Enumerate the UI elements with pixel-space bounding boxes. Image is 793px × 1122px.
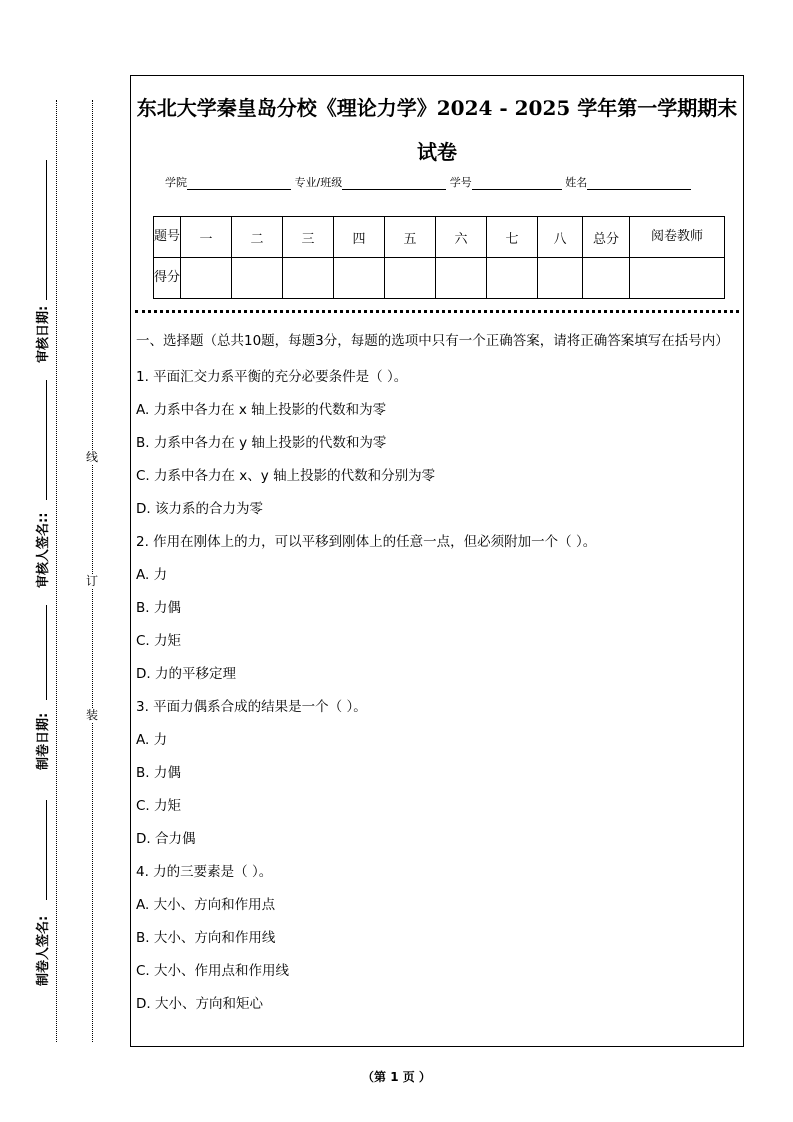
question-option: C. 力矩 bbox=[136, 633, 182, 649]
question-option: C. 大小、作用点和作用线 bbox=[136, 963, 290, 979]
question-option: D. 该力系的合力为零 bbox=[136, 501, 263, 517]
compiler-signature-blank bbox=[46, 800, 47, 900]
question-stem: 2. 作用在刚体上的力，可以平移到刚体上的任意一点，但必须附加一个（ ）。 bbox=[136, 534, 597, 550]
question-section bbox=[136, 330, 739, 1021]
header-cell-1: 一 bbox=[181, 217, 232, 258]
header-cell-2: 二 bbox=[232, 217, 283, 258]
score-cell-total[interactable] bbox=[583, 258, 630, 299]
question-stem: 1. 平面汇交力系平衡的充分必要条件是（ ）。 bbox=[136, 369, 408, 385]
cut-mark-bind: 装 bbox=[86, 708, 99, 722]
exam-title bbox=[131, 86, 743, 174]
dotted-separator bbox=[135, 310, 739, 313]
reviewer-signature-label: 审核人签名:: bbox=[32, 511, 51, 590]
major-class-field[interactable] bbox=[342, 178, 446, 190]
college-field[interactable] bbox=[187, 178, 291, 190]
student-id-label: 学号 bbox=[449, 176, 472, 189]
compile-date-blank bbox=[46, 605, 47, 700]
question-option: C. 力系中各力在 x、y 轴上投影的代数和分别为零 bbox=[136, 468, 436, 484]
header-cell-8: 八 bbox=[538, 217, 583, 258]
score-table-header-row bbox=[154, 217, 725, 258]
question-stem: 3. 平面力偶系合成的结果是一个（ ）。 bbox=[136, 699, 367, 715]
score-cell[interactable] bbox=[436, 258, 487, 299]
cut-mark-staple: 订 bbox=[86, 574, 99, 588]
question-option: D. 大小、方向和矩心 bbox=[136, 996, 263, 1012]
score-cell[interactable] bbox=[487, 258, 538, 299]
question-option: B. 力系中各力在 y 轴上投影的代数和为零 bbox=[136, 435, 387, 451]
binding-line-inner bbox=[92, 100, 93, 1042]
header-cell-grader: 阅卷教师 bbox=[630, 217, 725, 258]
reviewer-signature-blank bbox=[46, 380, 47, 500]
name-field[interactable] bbox=[587, 178, 691, 190]
score-cell[interactable] bbox=[334, 258, 385, 299]
question-option: C. 力矩 bbox=[136, 798, 182, 814]
question-option: A. 力 bbox=[136, 732, 168, 748]
exam-title-line1: 东北大学秦皇岛分校《理论力学》2024 - 2025 学年第一学期期末 bbox=[136, 96, 738, 120]
score-table-score-row bbox=[154, 258, 725, 299]
header-cell-total: 总分 bbox=[583, 217, 630, 258]
score-cell[interactable] bbox=[283, 258, 334, 299]
student-info-row bbox=[165, 174, 691, 190]
review-date-blank bbox=[46, 160, 47, 300]
cut-mark-line: 线 bbox=[86, 450, 99, 464]
score-row-label: 得分 bbox=[154, 258, 181, 299]
review-date-label: 审核日期: bbox=[32, 304, 51, 365]
question-option: A. 大小、方向和作用点 bbox=[136, 897, 276, 913]
major-class-label: 专业/班级 bbox=[294, 176, 343, 189]
college-label: 学院 bbox=[165, 176, 187, 189]
question-option: B. 力偶 bbox=[136, 600, 181, 616]
header-cell-4: 四 bbox=[334, 217, 385, 258]
question-option: D. 力的平移定理 bbox=[136, 666, 236, 682]
question-option: D. 合力偶 bbox=[136, 831, 196, 847]
question-stem: 4. 力的三要素是（ ）。 bbox=[136, 864, 273, 880]
score-table bbox=[153, 216, 725, 299]
header-cell-7: 七 bbox=[487, 217, 538, 258]
header-cell-question-no: 题号 bbox=[154, 217, 181, 258]
header-cell-6: 六 bbox=[436, 217, 487, 258]
compile-date-label: 制卷日期: bbox=[32, 711, 51, 772]
student-id-field[interactable] bbox=[472, 178, 562, 190]
score-cell[interactable] bbox=[538, 258, 583, 299]
exam-frame bbox=[130, 75, 744, 1047]
name-label: 姓名 bbox=[565, 176, 588, 189]
section-heading: 一、选择题（总共10题，每题3分，每题的选项中只有一个正确答案，请将正确答案填写在括号内） bbox=[136, 333, 729, 349]
score-cell[interactable] bbox=[181, 258, 232, 299]
question-option: B. 力偶 bbox=[136, 765, 181, 781]
exam-title-line2: 试卷 bbox=[417, 140, 457, 164]
score-cell[interactable] bbox=[232, 258, 283, 299]
compiler-signature-label: 制卷人签名: bbox=[32, 914, 51, 988]
header-cell-5: 五 bbox=[385, 217, 436, 258]
question-option: B. 大小、方向和作用线 bbox=[136, 930, 276, 946]
page-number: （第 1 页 ） bbox=[362, 1070, 431, 1084]
score-cell[interactable] bbox=[385, 258, 436, 299]
question-option: A. 力 bbox=[136, 567, 168, 583]
header-cell-3: 三 bbox=[283, 217, 334, 258]
binding-line-outer bbox=[56, 100, 57, 1042]
question-option: A. 力系中各力在 x 轴上投影的代数和为零 bbox=[136, 402, 387, 418]
score-cell-grader[interactable] bbox=[630, 258, 725, 299]
